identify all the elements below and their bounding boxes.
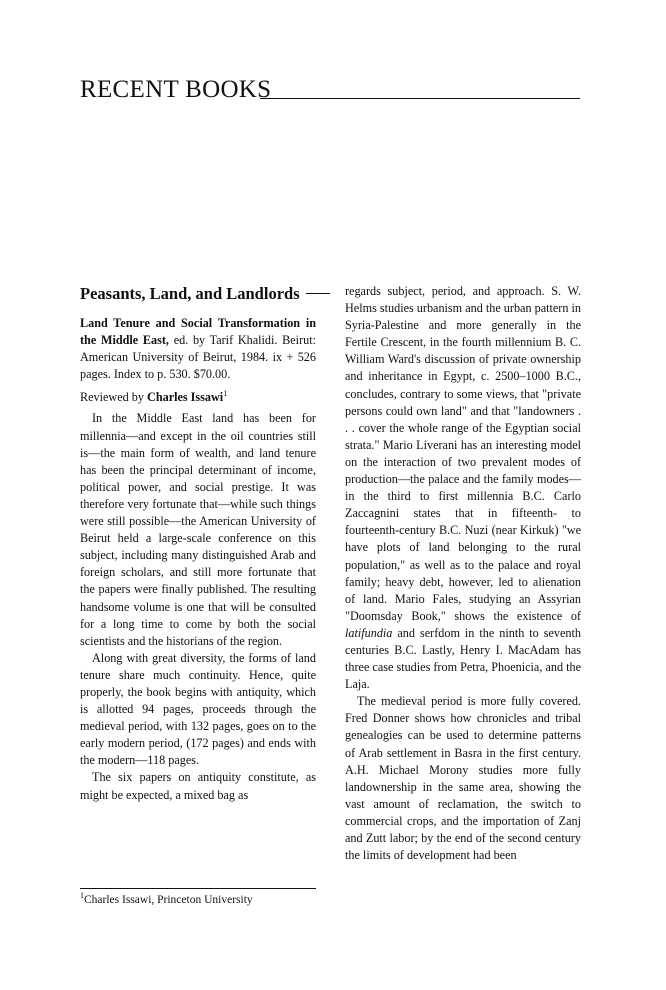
book-title: Land Tenure and Social Transformation in the Middle East,	[80, 316, 316, 348]
book-citation	[80, 315, 316, 383]
right-column	[345, 283, 581, 864]
book-details: ed. by Tarif Khalidi. Beirut: American University of Beirut, 1984. ix + 526 pages. Index to p. 530. $70.00.	[80, 333, 316, 382]
footnote-area	[80, 888, 316, 908]
reviewer-name: Charles Issawi	[147, 390, 224, 405]
review-section-title	[80, 283, 316, 305]
section-heading: RECENT BOOKS	[80, 76, 272, 103]
title-rule	[306, 293, 330, 294]
running-header	[80, 76, 580, 106]
paragraph-text: and serfdom in the ninth to seventh centuries B.C. Lastly, Henry I. MacAdam has three case studies from Petra, Phoenicia, and the Laja.	[345, 625, 581, 692]
footnote-ref: 1	[223, 389, 228, 399]
footnote	[80, 893, 316, 908]
footnote-marker: 1	[80, 891, 84, 901]
paragraph: The six papers on antiquity constitute, as might be expected, a mixed bag as	[80, 770, 316, 802]
paragraph	[345, 283, 581, 693]
paragraph: Along with great diversity, the forms of land tenure share much continuity. Hence, quite properly, the book begins with antiquity, which is allotted 94 pages, proceeds through the medieval period, with 132 pages, goes on to the early modern period, (172 pages) and ends with the modern—118 pages.	[80, 650, 316, 768]
footnote-text: Charles Issawi, Princeton University	[84, 894, 253, 906]
header-rule	[260, 98, 580, 99]
left-column	[80, 283, 316, 804]
paragraph-text: regards subject, period, and approach. S. W. Helms studies urbanism and the urban pattern in Syria-Palestine and more generally in the Fertile Crescent, in the fourth millennium B. C. William Ward's discussion of private ownership and inheritance in Egypt, c. 2500–1000 B.C., concludes, contrary to some views, that "private persons could own land" and that "landowners . . . cover the whole range of the Egyptian social strata." Mario Liverani has an interesting model on the interaction of two prevalent modes of production—the palace and the family modes—in the third to first millennia B.C. Carlo Zaccagnini states that in fifteenth- to fourteenth-century B.C. Nuzi (near Kirkuk) "we have plots of land belonging to the rural population," as well as to the palace and royal family; heavy debt, however, led to alienation of land. Mario Fales, studying an Assyrian "Doomsday Book," shows the existence of	[345, 284, 581, 623]
reviewer-line	[80, 389, 316, 406]
reviewed-by-label: Reviewed by	[80, 390, 148, 405]
review-section-title-text: Peasants, Land, and Landlords	[80, 284, 300, 303]
italic-term: latifundia	[345, 625, 393, 640]
footnote-rule	[80, 888, 316, 889]
paragraph: The medieval period is more fully covered. Fred Donner shows how chronicles and tribal genealogies can be used to determine patterns of Arab settlement in Basra in the first century. A.H. Michael Morony studies more fully landownership in the same area, showing the vast amount of reclamation, the switch to commercial crops, and the importation of Zanj and Zutt labor; by the end of the second century the limits of development had been	[345, 694, 581, 863]
paragraph: In the Middle East land has been for millennia—and except in the oil countries still is—the main form of wealth, and land tenure has been the principal determinant of income, political power, and social prestige. It was therefore very fortunate that—while such things were still possible—the American University of Beirut held a large-scale conference on this subject, including many distinguished Arab and foreign scholars, and still more fortunate that the papers were finally published. The resulting handsome volume is one that will be consulted for a long time to come by both the social scientists and the historians of the region.	[80, 411, 316, 648]
